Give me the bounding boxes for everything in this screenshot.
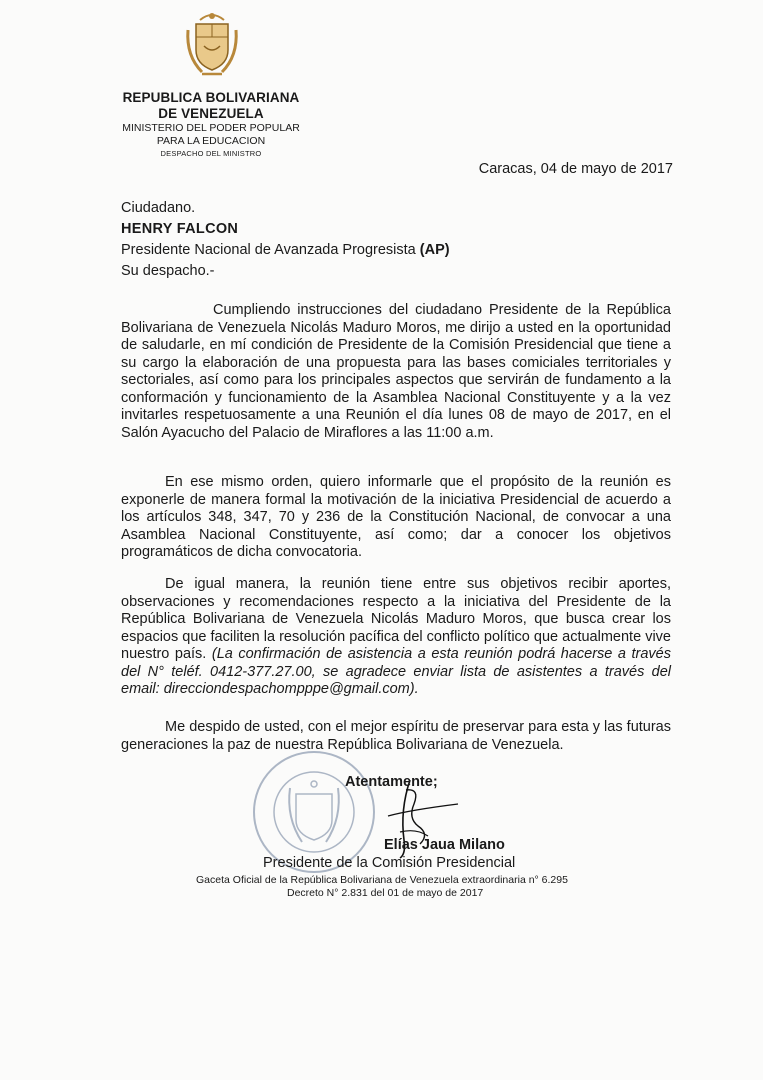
signer-role: Presidente de la Comisión Presidencial bbox=[263, 855, 516, 871]
recipient-closing: Su despacho.- bbox=[121, 263, 215, 279]
recipient-title-text: Presidente Nacional de Avanzada Progresista bbox=[121, 242, 420, 258]
signer-name: Elías Jaua Milano bbox=[384, 837, 505, 853]
letter-date: Caracas, 04 de mayo de 2017 bbox=[478, 161, 673, 177]
paragraph-3-contact: (La confirmación de asistencia a esta reunión podrá hacerse a través del N° teléf. 0412-377.27.00, se agradece enviar lista de asistentes a través del email: direcciondespachompppe@gmail.com). bbox=[121, 646, 671, 697]
letterhead bbox=[96, 90, 326, 160]
recipient-block bbox=[121, 198, 450, 282]
letterhead-ministry: MINISTERIO DEL PODER POPULAR bbox=[122, 122, 300, 134]
paragraph-1: Cumpliendo instrucciones del ciudadano Presidente de la República Bolivariana de Venezuela Nicolás Maduro Moros, me dirijo a usted en la oportunidad de saludarle, en mí condición de Presidente de la Comisión Presidencial que tiene a su cargo la elaboración de una propuesta para las bases comiciales territoriales y sectoriales, así como para los principales aspectos que servirán de fundamento a la conformación y funcionamiento de la Asamblea Nacional Constituyente y a la vez invitarles respetuosamente a una Reunión el día lunes 08 de mayo de 2017, en el Salón Ayacucho del Palacio de Miraflores a las 11:00 a.m. bbox=[121, 302, 671, 441]
signature-closing: Atentamente; bbox=[345, 774, 438, 790]
recipient-title bbox=[121, 240, 450, 261]
recipient-salutation: Ciudadano. bbox=[121, 200, 196, 216]
coat-of-arms-icon bbox=[184, 10, 240, 78]
letterhead-country-2: DE VENEZUELA bbox=[158, 106, 264, 121]
letterhead-country: REPUBLICA BOLIVARIANA bbox=[122, 90, 300, 105]
paragraph-3-text: De igual manera, la reunión tiene entre sus objetivos recibir aportes, observaciones y recomendaciones respecto a la iniciativa del Presidente de la República Bolivariana de Venezuela Nicolás Maduro Moros, que busca crear los espacios que faciliten la resolución pacífica del conflicto político que actualmente vive nuestro país. bbox=[121, 576, 671, 662]
letterhead-office: DESPACHO DEL MINISTRO bbox=[160, 149, 262, 158]
recipient-title-abbr: (AP) bbox=[419, 242, 450, 258]
paragraph-2: En ese mismo orden, quiero informarle que el propósito de la reunión es exponerle de manera formal la motivación de la iniciativa Presidencial de acuerdo a los artículos 348, 347, 70 y 236 de la Constitución Nacional, de convocar a una Asamblea Nacional Constituyente, así como; dar a conocer los objetivos programáticos de dicha convocatoria. bbox=[121, 474, 671, 560]
recipient-name: HENRY FALCON bbox=[121, 221, 239, 237]
paragraph-3 bbox=[121, 576, 671, 699]
letterhead-ministry-2: PARA LA EDUCACION bbox=[156, 135, 266, 147]
decree-reference: Decreto N° 2.831 del 01 de mayo de 2017 bbox=[287, 887, 484, 899]
paragraph-4: Me despido de usted, con el mejor espíritu de preservar para esta y las futuras generaciones la paz de nuestra República Bolivariana de Venezuela. bbox=[121, 719, 671, 753]
gazette-reference: Gaceta Oficial de la República Bolivariana de Venezuela extraordinaria n° 6.295 bbox=[196, 874, 568, 886]
